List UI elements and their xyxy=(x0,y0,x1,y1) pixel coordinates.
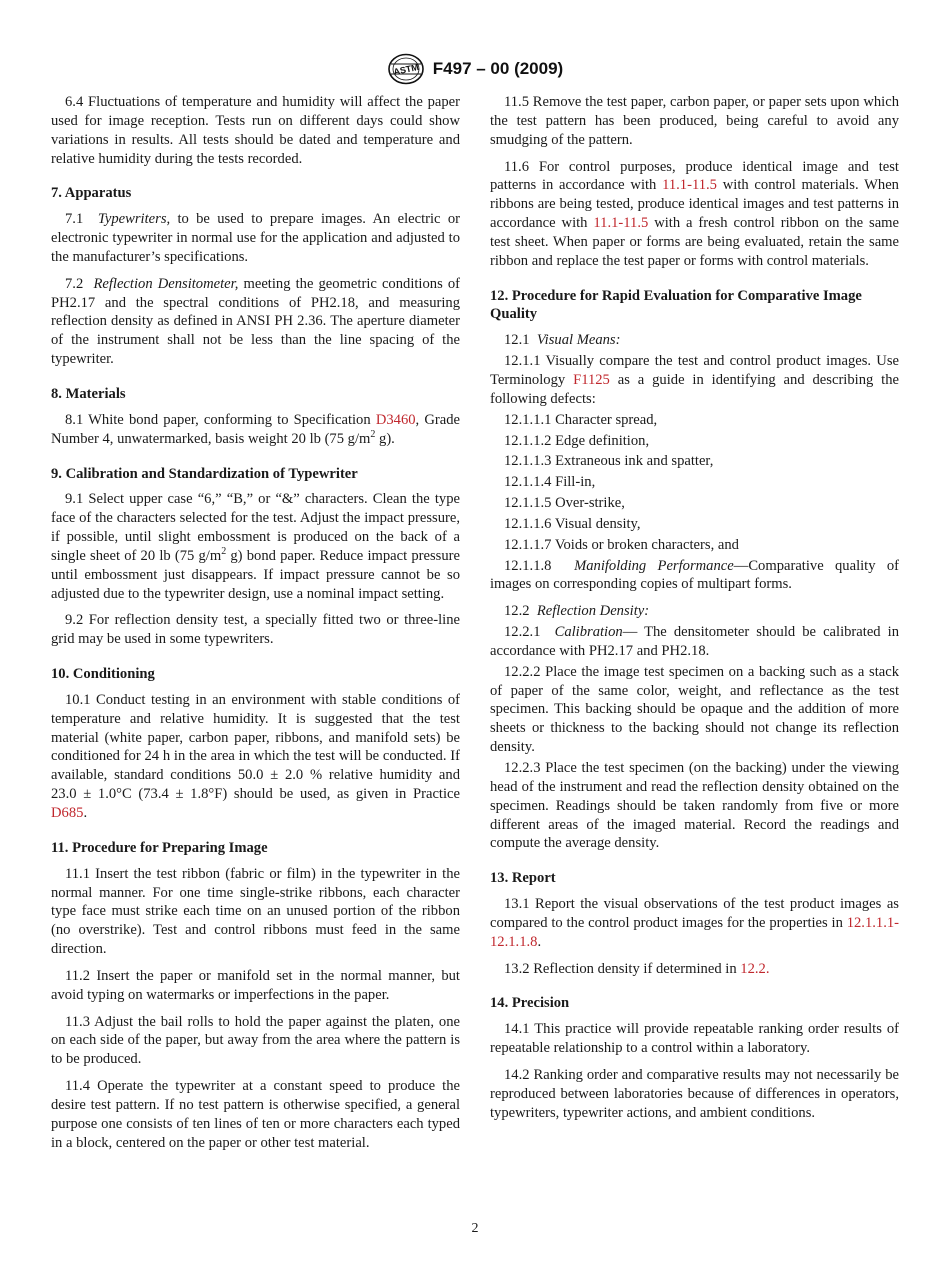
paragraph-11-1: 11.1 Insert the test ribbon (fabric or film) in the typewriter in the normal manner. For one time single-strike ribbons, each character type face must strike each time on an unused portion of the ribbon (no overstrike). Test and control ribbons must feed in the same direction. xyxy=(51,865,460,958)
defect-item: 12.1.1.3 Extraneous ink and spatter, xyxy=(504,453,714,470)
defect-item: 12.1.1.6 Visual density, xyxy=(504,515,641,532)
paragraph-12-2-2: 12.2.2 Place the image test specimen on a backing such as a stack of paper of the same color, weight, and reflectance as the test specimen. This backing should be opaque and the addition of more sheets or thickness to the backing should not change its reflection density. xyxy=(490,663,899,756)
link-f1125[interactable]: F1125 xyxy=(573,371,610,388)
paragraph-14-1: 14.1 This practice will provide repeatable ranking order results of repeatable relationship to a control within a laboratory. xyxy=(490,1021,899,1057)
paragraph-8-1: 8.1 White bond paper, conforming to Specification D3460, Grade Number 4, unwatermarked, basis weight 20 lb (75 $g/m^2$ g). xyxy=(51,411,460,447)
defect-item: 12.1.1.4 Fill-in, xyxy=(504,474,596,491)
section-10-heading: 10. Conditioning xyxy=(51,666,155,683)
paragraph-12-2-1: 12.2.1 Calibration— The densitometer should be calibrated in accordance with PH2.17 and PH2.18. xyxy=(490,624,899,659)
paragraph-14-2: 14.2 Ranking order and comparative results may not necessarily be reproduced between laboratories because of differences in operators, typewriters, typewriter actions, and ambient conditions. xyxy=(490,1066,899,1121)
link-12-1-1-1-12-1-1-8[interactable]: 12.1.1.1-12.1.1.8 xyxy=(490,914,899,950)
section-14-heading: 14. Precision xyxy=(490,995,570,1012)
link-d685[interactable]: D685 xyxy=(51,805,84,821)
paragraph-9-2: 9.2 For reflection density test, a specially fitted two or three-line grid may be used in some typewriters. xyxy=(51,612,460,648)
paragraph-7-1: 7.1 Typewriters, to be used to prepare images. An electric or electronic typewriter in normal use for the application and adjusted to the manufacturer’s specifications. xyxy=(51,211,460,265)
page-number: 2 xyxy=(471,1221,479,1236)
document-designation: F497 – 00 (2009) xyxy=(432,59,564,78)
section-7-heading: 7. Apparatus xyxy=(51,185,132,202)
section-12-heading: 12. Procedure for Rapid Evaluation for Comparative Image Quality xyxy=(490,287,862,323)
paragraph-12-1-1-8: 12.1.1.8 Manifolding Performance—Comparative quality of images on corresponding copies of multipart forms. xyxy=(490,557,899,593)
paragraph-11-6: 11.6 For control purposes, produce identical image and test patterns in accordance with 11.1-11.5 with control materials. When ribbons are being tested, produce identical images and test patterns in accordance with 11.1-11.5 with a fresh control ribbon on the same test sheet. When paper or forms are being evaluated, retain the same ribbon and replace the test paper or forms with control materials. xyxy=(490,158,900,269)
section-13-heading: 13. Report xyxy=(490,870,556,887)
section-11-heading: 11. Procedure for Preparing Image xyxy=(51,839,268,856)
svg-text:ASTM: ASTM xyxy=(392,61,420,78)
paragraph-11-4: 11.4 Operate the typewriter at a constant speed to produce the desire test pattern. If no test pattern is otherwise specified, a general purpose one consists of ten lines of ten or more characters each typed in a block, centered on the paper or other test material. xyxy=(51,1078,460,1151)
astm-logo-icon xyxy=(387,53,425,85)
paragraph-6-4: 6.4 Fluctuations of temperature and humidity will affect the paper used for image reception. Tests run on different days could show variations in results. All tests should be dated and temperature and relative humidity during the tests recorded. xyxy=(51,94,460,167)
link-d3460[interactable]: D3460 xyxy=(375,411,416,428)
paragraph-11-2: 11.2 Insert the paper or manifold set in the normal manner, but avoid typing on watermarks or imperfections in the paper. xyxy=(51,967,460,1003)
paragraph-11-3: 11.3 Adjust the bail rolls to hold the paper against the platen, one on each side of the paper, but away from the area where the pattern is to be produced. xyxy=(51,1013,460,1068)
link-11-1-11-5[interactable]: 11.1-11.5 xyxy=(662,177,717,194)
paragraph-7-2: 7.2 Reflection Densitometer, meeting the geometric conditions of PH2.17 and the spectral conditions of PH2.18, and measuring reflection density as defined in ANSI PH 2.36. The aperture diameter of the instrument shall not be less than the line spacing of the typewriter. xyxy=(51,275,461,368)
page-header xyxy=(0,52,950,86)
defect-item: 12.1.1.2 Edge definition, xyxy=(504,432,650,449)
left-column xyxy=(51,93,460,1161)
defect-item: 12.1.1.5 Over-strike, xyxy=(504,495,625,512)
section-9-heading: 9. Calibration and Standardization of Typewriter xyxy=(51,465,358,482)
paragraph-12-1: 12.1 Visual Means: xyxy=(504,332,621,349)
link-11-1-11-5-second[interactable]: 11.1-11.5 xyxy=(593,215,649,232)
paragraph-12-1-1: 12.1.1 Visually compare the test and control product images. Use Terminology F1125 as a guide in identifying and describing the following defects: xyxy=(490,353,900,407)
paragraph-12-2: 12.2 Reflection Density: xyxy=(504,603,650,620)
defect-item: 12.1.1.7 Voids or broken characters, and xyxy=(504,536,739,553)
right-column xyxy=(490,93,899,1131)
paragraph-13-1: 13.1 Report the visual observations of the test product images as compared to the control product images for the properties in 12.1.1.1-12.1.1.8. xyxy=(490,896,899,950)
paragraph-13-2: 13.2 Reflection density if determined in 12.2. xyxy=(504,960,770,977)
link-12-2[interactable]: 12.2. xyxy=(740,960,770,977)
paragraph-11-5: 11.5 Remove the test paper, carbon paper, or paper sets upon which the test pattern has been produced, being careful to avoid any smudging of the pattern. xyxy=(490,94,899,148)
paragraph-9-1: 9.1 Select upper case “6,” “B,” or “&” characters. Clean the type face of the characters selected for the test. Adjust the impact pressure, if possible, until slight embossment is produced on the back of a single sheet of 20 lb (75 $g/m^2$ g) bond paper. Reduce impact pressure until embossment just disappears. If impact pressure cannot be so adjusted due to the typewriter design, use a nominal impact setting. xyxy=(51,491,460,602)
defect-item: 12.1.1.1 Character spread, xyxy=(504,411,658,428)
section-8-heading: 8. Materials xyxy=(51,385,126,402)
paragraph-12-2-3: 12.2.3 Place the test specimen (on the backing) under the viewing head of the instrument and read the reflection density obtained on the specimen. Readings should be taken randomly from five or more different areas of the imaged material. Record the readings and compute the average density. xyxy=(490,760,899,852)
paragraph-10-1: 10.1 Conduct testing in an environment with stable conditions of temperature and relative humidity. It is suggested that the test material (white paper, carbon paper, ribbons, and manifold sets) be conditioned for 24 h in the area in which the test will be conducted. If available, standard conditions 50.0 ± 2.0 % relative humidity and 23.0 ± 1.0°C (73.4 ± 1.8°F) should be used, as given in Practice D685. xyxy=(51,691,460,821)
